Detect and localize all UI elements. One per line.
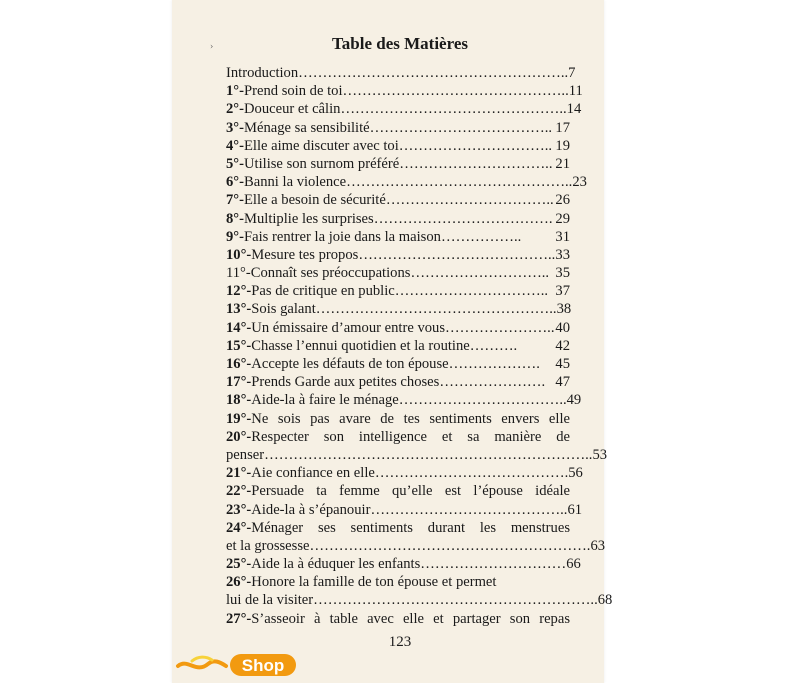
toc-entry-leader: ………………………….. — [394, 283, 548, 300]
toc-entry — [226, 555, 581, 573]
toc-entry-leader: ………………………………………………………….. — [264, 446, 593, 463]
toc-entry-page: 11 — [568, 83, 583, 100]
toc-entry-title: Persuade ta femme qu’elle est l’épouse idéale — [251, 483, 570, 500]
toc-entry — [226, 537, 606, 555]
toc-entry-leader: ……………………………………….. — [340, 101, 567, 118]
toc-entry-page: 38 — [556, 301, 572, 318]
toc-entry-number: 27°- — [226, 610, 252, 627]
toc-entry — [226, 482, 570, 500]
toc-entry-title: Ménager ses sentiments durant les menstrues — [251, 519, 570, 536]
toc-entry — [226, 428, 570, 446]
toc-entry-title: Honore la famille de ton épouse et permet — [251, 574, 497, 591]
toc-entry-page: 23 — [572, 174, 587, 191]
toc-entry-leader: ………………………….. — [398, 137, 553, 154]
toc-entry-leader: ……………………………………….. — [346, 174, 573, 191]
toc-entry-number: 19°- — [226, 410, 252, 427]
toc-entry-page: 17 — [555, 119, 570, 136]
toc-entry — [226, 300, 570, 318]
toc-entry-page: 37 — [555, 283, 570, 300]
toc-entry-page: 61 — [567, 501, 583, 518]
toc-entry — [226, 137, 570, 155]
toc-entry-leader: ………………….. — [445, 319, 555, 336]
toc-entry-page: 7 — [568, 65, 576, 81]
toc-entry-page: 40 — [555, 319, 570, 336]
toc-entry-page: 35 — [555, 265, 570, 282]
toc-entry-title: Banni la violence — [244, 174, 347, 191]
toc-entry-title: Sois galant — [251, 301, 316, 318]
toc-entry-number: 8°- — [226, 210, 244, 227]
toc-entry-leader: ………………. — [448, 356, 540, 372]
toc-entry — [226, 573, 570, 591]
toc-entry-title: Aie confiance en elle — [251, 465, 375, 482]
toc-entry-title: Chasse l’ennui quotidien et la routine — [251, 337, 470, 354]
toc-entry-title: Aide-la à faire le ménage — [251, 392, 399, 409]
toc-entry-page: 66 — [566, 556, 581, 573]
small-margin-mark: › — [210, 42, 214, 51]
toc-entry — [226, 373, 570, 391]
toc-entry-title: Aide-la à s’épanouir — [251, 501, 371, 518]
toc-entry-page: 63 — [590, 537, 606, 554]
page-number: 123 — [388, 634, 412, 650]
toc-entry — [226, 446, 608, 464]
toc-entry — [226, 119, 570, 137]
toc-entry-title: lui de la visiter — [226, 592, 314, 609]
page-title: Table des Matières — [332, 34, 468, 53]
toc-entry-page: 29 — [555, 210, 570, 227]
toc-entry — [226, 282, 570, 300]
toc-entry-leader: …………………………….. — [385, 192, 554, 209]
toc-entry-title: Introduction — [226, 65, 299, 81]
toc-entry-page: 26 — [555, 192, 570, 209]
table-of-contents — [226, 64, 613, 628]
toc-entry — [226, 246, 570, 264]
toc-entry — [226, 155, 570, 173]
toc-entry — [226, 464, 583, 482]
toc-entry — [226, 391, 582, 409]
toc-entry — [226, 355, 570, 373]
toc-entry-title: S’asseoir à table avec elle et partager son repas — [251, 610, 570, 627]
toc-entry-leader: ……………………………………….. — [342, 83, 569, 100]
toc-entry-leader: ……………………….. — [410, 265, 550, 282]
toc-entry-leader: ……………………………………………….. — [298, 65, 569, 81]
toc-entry-number: 13°- — [226, 301, 252, 318]
toc-entry-page: 31 — [555, 228, 570, 245]
toc-entry-number: 22°- — [226, 483, 252, 500]
toc-entry-title: Pas de critique en public — [251, 283, 395, 300]
toc-entry-title: penser — [226, 446, 265, 463]
toc-entry-leader: …………………………….. — [398, 392, 567, 409]
toc-entry-number: 14°- — [226, 319, 252, 336]
toc-entry-leader: ………………………………….. — [358, 246, 556, 263]
toc-entry-number: 21°- — [226, 465, 252, 482]
toc-entry-page: 68 — [597, 592, 613, 609]
toc-entry-leader: …………………………………. — [374, 465, 569, 482]
toc-entry — [226, 591, 613, 609]
toc-entry-title: Utilise son surnom préféré — [244, 155, 400, 172]
toc-entry-title: Ne sois pas avare de tes sentiments envers elle — [251, 410, 570, 427]
toc-entry-page: 33 — [555, 246, 570, 263]
toc-entry-page: 49 — [566, 392, 582, 409]
toc-entry-number: 3°- — [226, 119, 244, 136]
toc-entry-title: Fais rentrer la joie dans la maison — [244, 228, 441, 245]
toc-entry-number: 10°- — [226, 246, 252, 263]
toc-entry-title: Un émissaire d’amour entre vous — [251, 319, 446, 336]
toc-entry-title: Accepte les défauts de ton épouse — [251, 356, 449, 372]
toc-entry — [226, 410, 570, 428]
logo-swoosh-icon — [178, 661, 226, 667]
toc-entry-title: Ménage sa sensibilité — [244, 119, 370, 136]
toc-entry-number: 23°- — [226, 501, 252, 518]
toc-entry-number: 26°- — [226, 574, 252, 591]
toc-entry-title: Respecter son intelligence et sa manière de — [251, 428, 570, 445]
toc-entry-number: 2°- — [226, 101, 244, 118]
toc-entry-leader: ………. — [469, 337, 518, 354]
toc-entry-page: 42 — [555, 337, 570, 354]
toc-entry-page: 47 — [555, 374, 570, 391]
toc-entry-page: 19 — [555, 137, 570, 154]
toc-entry-title: Connaît ses préoccupations — [250, 265, 411, 282]
toc-entry-number: 7°- — [226, 192, 244, 209]
toc-entry-number: 11°- — [226, 265, 251, 282]
toc-entry-number: 18°- — [226, 392, 252, 409]
toc-entry-number: 9°- — [226, 228, 244, 245]
toc-entry-title: Multiplie les surprises — [244, 210, 374, 227]
logo-swoosh-accent-icon — [192, 657, 212, 661]
toc-entry-leader: ……………………………….. — [369, 119, 553, 136]
toc-entry-leader: …………….. — [440, 228, 522, 245]
toc-entry-title: et la grossesse — [226, 537, 310, 554]
toc-entry-leader: ………………………………….. — [370, 501, 568, 518]
toc-entry-leader: ………………………………. — [373, 210, 553, 227]
toc-entry — [226, 610, 570, 628]
toc-entry — [226, 64, 576, 82]
toc-entry-leader: ………………………….. — [399, 155, 553, 172]
toc-entry-title: Elle a besoin de sécurité — [244, 192, 386, 209]
toc-entry-leader: ………………………………………….. — [315, 301, 557, 318]
toc-entry-number: 24°- — [226, 519, 252, 536]
toc-entry-title: Douceur et câlin — [244, 101, 341, 118]
toc-entry — [226, 228, 570, 246]
toc-entry-page: 53 — [592, 446, 608, 463]
toc-entry-number: 16°- — [226, 356, 252, 372]
toc-entry-title: Prend soin de toi — [244, 83, 343, 100]
toc-entry — [226, 210, 570, 228]
toc-entry-number: 4°- — [226, 137, 244, 154]
toc-entry-number: 1°- — [226, 83, 244, 100]
toc-entry-number: 6°- — [226, 174, 244, 191]
toc-entry-leader: …………………………………………………. — [309, 537, 591, 554]
toc-entry — [226, 519, 570, 537]
toc-entry — [226, 173, 587, 191]
toc-entry-title: Elle aime discuter avec toi — [244, 137, 399, 154]
shop-logo — [174, 652, 304, 678]
toc-entry-page: 45 — [555, 356, 570, 372]
toc-entry-title: Mesure tes propos — [251, 246, 359, 263]
toc-entry — [226, 337, 570, 355]
toc-entry — [226, 501, 583, 519]
toc-entry-number: 17°- — [226, 374, 252, 391]
toc-entry-leader: …………………. — [439, 374, 546, 391]
toc-entry-number: 12°- — [226, 283, 252, 300]
toc-entry — [226, 82, 583, 100]
toc-entry-page: 56 — [568, 465, 583, 482]
toc-entry-number: 20°- — [226, 428, 252, 445]
toc-entry-page: 21 — [555, 155, 570, 172]
toc-entry — [226, 191, 570, 209]
toc-entry-page: 14 — [566, 101, 582, 118]
logo-shop-text: Shop — [241, 656, 285, 675]
toc-entry-title: Aide la à éduquer les enfants — [251, 556, 421, 573]
toc-entry — [226, 319, 570, 337]
toc-entry-number: 25°- — [226, 556, 252, 573]
toc-entry — [226, 264, 570, 282]
toc-entry-number: 5°- — [226, 155, 244, 172]
toc-entry-number: 15°- — [226, 337, 252, 354]
toc-entry — [226, 100, 582, 118]
toc-entry-leader: ………………………… — [420, 556, 567, 573]
toc-entry-leader: ………………………………………………….. — [313, 592, 598, 609]
toc-entry-title: Prends Garde aux petites choses — [251, 374, 440, 391]
